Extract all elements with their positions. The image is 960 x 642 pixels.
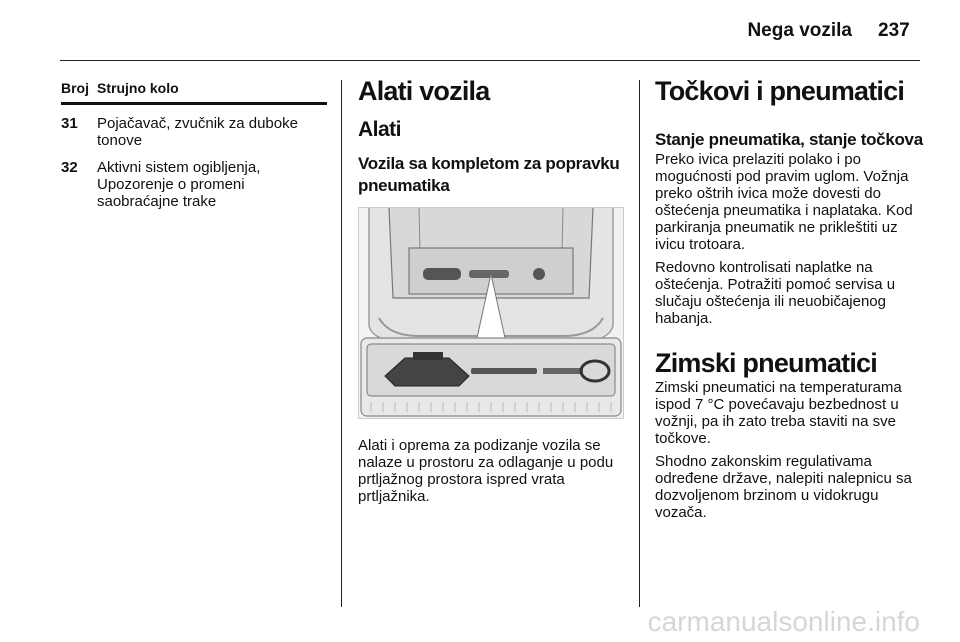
- row-number: 32: [61, 159, 78, 176]
- section-title: Nega vozila: [747, 20, 852, 41]
- tools-subtitle: Alati: [358, 118, 402, 141]
- column-divider: [639, 80, 640, 607]
- table-row: [61, 115, 327, 149]
- row-text: Pojačavač, zvučnik za duboke tonove: [97, 115, 298, 149]
- page-number: 237: [878, 20, 910, 41]
- wheels-section: [655, 75, 923, 521]
- tools-title: Alati vozila: [358, 76, 490, 106]
- tire-condition-heading: Stanje pneumatika, stanje točkova: [655, 130, 923, 149]
- trunk-tools-illustration: [358, 207, 624, 419]
- winter-tires-title: Zimski pneumatici: [655, 348, 877, 378]
- table-header: [61, 80, 327, 105]
- tools-section: [358, 75, 624, 505]
- rim-inspection-paragraph: Redovno kontrolisati naplatke na oštećenja. Potražiti pomoć servisa u slučaju oštećenja ili neuobičajenog habanja.: [655, 259, 896, 327]
- tools-caption: Alati i oprema za podizanje vozila se nalaze u prostoru za odlaganje u podu prtljažnog prostora ispred vrata prtljažnika.: [358, 437, 614, 505]
- col-number-header: Broj: [61, 80, 89, 96]
- wheels-title: Točkovi i pneumatici: [655, 76, 905, 106]
- fuse-table: [61, 80, 327, 210]
- col-circuit-header: Strujno kolo: [97, 80, 179, 96]
- speed-sticker-paragraph: Shodno zakonskim regulativama određene države, nalepiti nalepnicu sa dozvoljenom brzinom u vidokrugu vozača.: [655, 453, 912, 521]
- column-divider: [341, 80, 342, 607]
- row-number: 31: [61, 115, 78, 132]
- trunk-illustration-svg: [359, 208, 623, 418]
- winter-tires-paragraph: Zimski pneumatici na temperaturama ispod 7 °C povećavaju bezbednost u vožnji, pa ih zato treba staviti na sve točkove.: [655, 379, 902, 447]
- row-text: Aktivni sistem ogibljenja, Upozorenje o promeni saobraćajne trake: [97, 159, 261, 210]
- header-divider: [60, 60, 920, 61]
- tools-subheading: Vozila sa kompletom za popravku pneumatika: [358, 154, 620, 195]
- table-row: [61, 159, 327, 210]
- tire-condition-paragraph: Preko ivica prelaziti polako i po mogućnosti pod pravim uglom. Vožnja preko oštrih ivica može dovesti do oštećenja pneumatika i naplataka. Kod parkiranja pneumatik ne priklеštiti uz ivicu trotoara.: [655, 151, 913, 253]
- watermark: carmanualsonline.info: [647, 606, 920, 637]
